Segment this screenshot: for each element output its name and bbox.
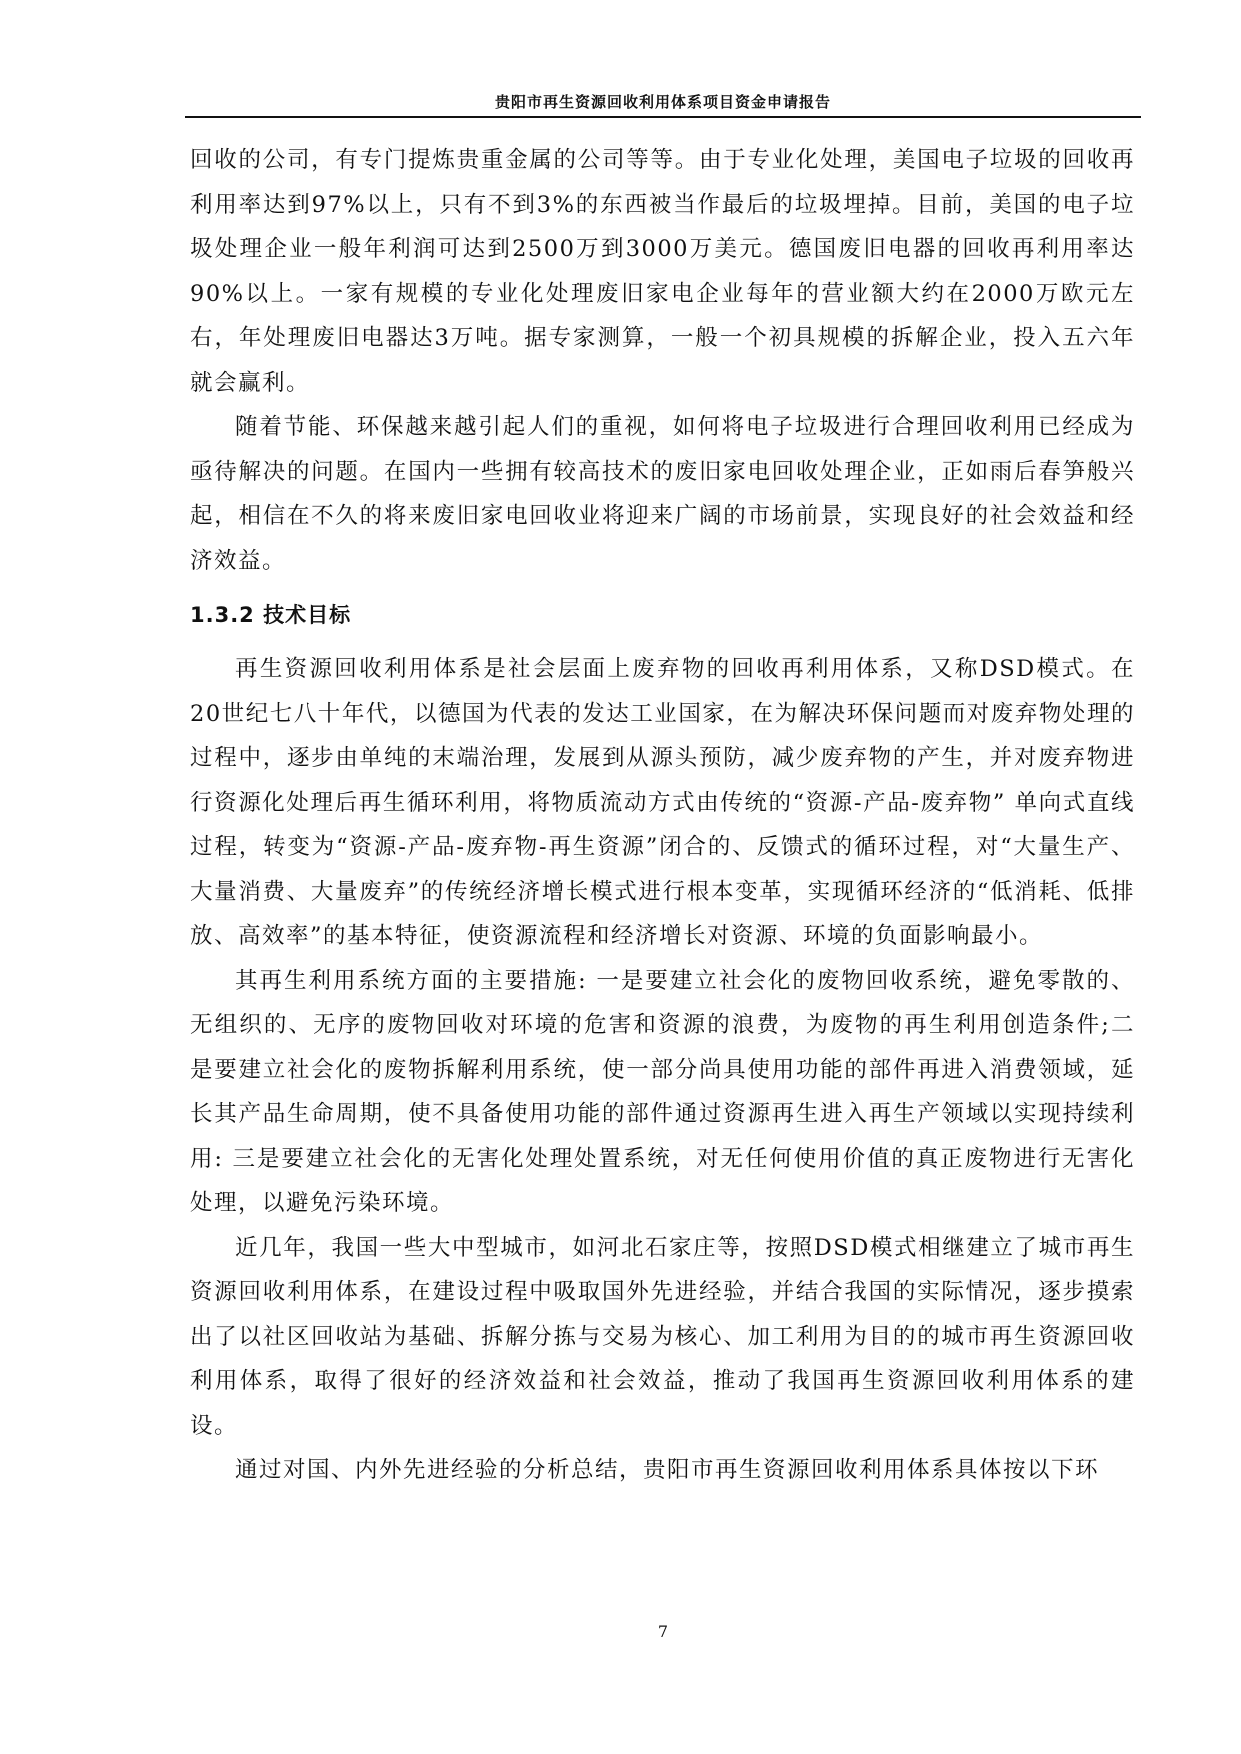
paragraph: 随着节能、环保越来越引起人们的重视，如何将电子垃圾进行合理回收利用已经成为亟待解决的问题。在国内一些拥有较高技术的废旧家电回收处理企业，正如雨后春笋般兴起，相信在不久的将来废旧家电回收业将迎来广阔的市场前景，实现良好的社会效益和经济效益。: [190, 414, 1135, 574]
page-number: 7: [657, 1622, 669, 1641]
paragraph-continued: 回收的公司，有专门提炼贵重金属的公司等等。由于专业化处理，美国电子垃圾的回收再利用率达到97%以上，只有不到3%的东西被当作最后的垃圾埋掉。目前，美国的电子垃圾处理企业一般年利润可达到2500万到3000万美元。德国废旧电器的回收再利用率达90%以上。一家有规模的专业化处理废旧家电企业每年的营业额大约在2000万欧元左右，年处理废旧电器达3万吨。据专家测算，一般一个初具规模的拆解企业，投入五六年就会赢利。: [190, 147, 1135, 396]
paragraph: 近几年，我国一些大中型城市，如河北石家庄等，按照DSD模式相继建立了城市再生资源回收利用体系，在建设过程中吸取国外先进经验，并结合我国的实际情况，逐步摸索出了以社区回收站为基础、拆解分拣与交易为核心、加工利用为目的的城市再生资源回收利用体系，取得了很好的经济效益和社会效益，推动了我国再生资源回收利用体系的建设。: [190, 1234, 1135, 1439]
section-heading: 1.3.2 技术目标: [190, 603, 352, 627]
page-header-title: 贵阳市再生资源回收利用体系项目资金申请报告: [494, 93, 831, 111]
document-body: [190, 138, 1135, 1493]
paragraph: 再生资源回收利用体系是社会层面上废弃物的回收再利用体系，又称DSD模式。在20世纪七八十年代，以德国为代表的发达工业国家，在为解决环保问题而对废弃物处理的过程中，逐步由单纯的末端治理，发展到从源头预防，减少废弃物的产生，并对废弃物进行资源化处理后再生循环利用，将物质流动方式由传统的“资源-产品-废弃物” 单向式直线过程，转变为“资源-产品-废弃物-再生资源”闭合的、反馈式的循环过程，对“大量生产、大量消费、大量废弃”的传统经济增长模式进行根本变革，实现循环经济的“低消耗、低排放、高效率”的基本特征，使资源流程和经济增长对资源、环境的负面影响最小。: [190, 656, 1135, 949]
paragraph: 其再生利用系统方面的主要措施: 一是要建立社会化的废物回收系统，避免零散的、无组织的、无序的废物回收对环境的危害和资源的浪费，为废物的再生利用创造条件;二是要建立社会化的废物拆解利用系统，使一部分尚具使用功能的部件再进入消费领域，延长其产品生命周期，使不具备使用功能的部件通过资源再生进入再生产领域以实现持续利用: 三是要建立社会化的无害化处理处置系统，对无任何使用价值的真正废物进行无害化处理，以避免污染环境。: [190, 967, 1135, 1216]
paragraph-continues: 通过对国、内外先进经验的分析总结，贵阳市再生资源回收利用体系具体按以下环: [235, 1457, 1100, 1483]
header-divider: [185, 116, 1141, 118]
